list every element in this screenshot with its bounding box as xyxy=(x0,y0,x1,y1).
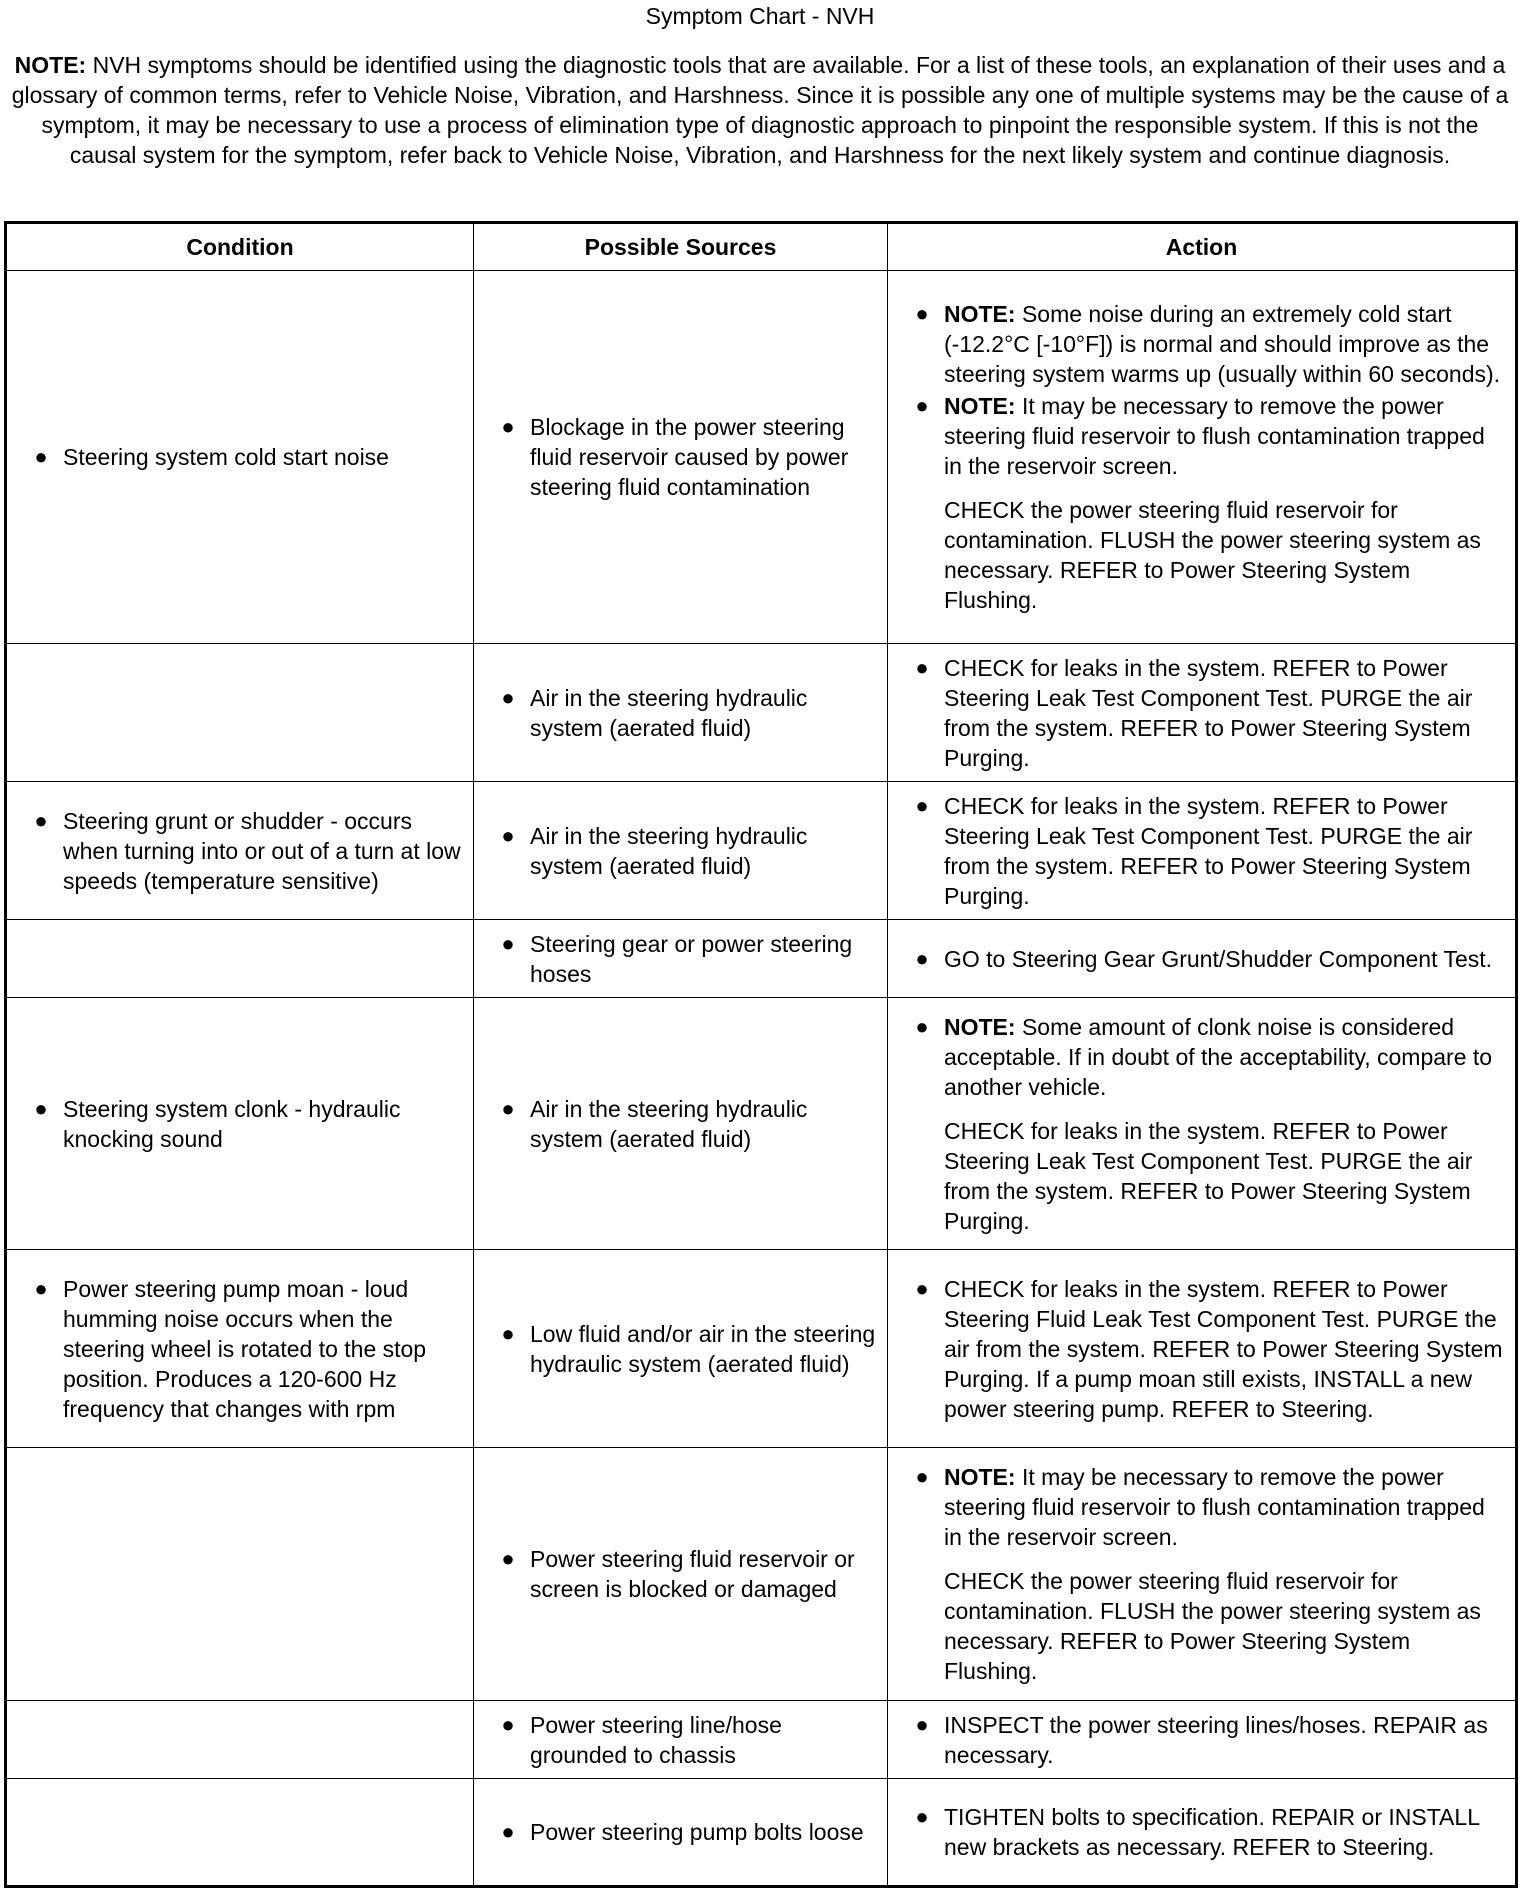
action-item: ● CHECK for leaks in the system. REFER to Power Steering Leak Test Component Test. PURGE the air from the system. REFER to Power Steering System Purging. xyxy=(888,791,1507,911)
bullet-icon: ● xyxy=(501,1711,515,1737)
source-cell xyxy=(474,998,888,1250)
bullet-icon: ● xyxy=(501,1546,515,1571)
source-item: ● Power steering pump bolts loose xyxy=(474,1817,879,1847)
action-cell xyxy=(888,782,1517,920)
note-text: NVH symptoms should be identified using the diagnostic tools that are available. For a list of these tools, an explanation of their uses and a glossary of common terms, refer to Vehicle Noise, Vibration, and Harshness. Since it is possible any one of multiple systems may be the cause of a symptom, it may be necessary to use a process of elimination type of diagnostic approach to pinpoint the responsible system. If this is not the causal system for the symptom, refer back to Vehicle Noise, Vibration, and Harshness for the next likely system and continue diagnosis. xyxy=(11,52,1509,168)
bullet-icon: ● xyxy=(34,1275,48,1301)
condition-cell xyxy=(6,1779,474,1887)
action-cell xyxy=(888,1250,1517,1448)
source-cell xyxy=(474,271,888,644)
action-item: ● GO to Steering Gear Grunt/Shudder Component Test. xyxy=(888,944,1507,974)
condition-cell xyxy=(6,1448,474,1701)
condition-item: ● Power steering pump moan - loud humming noise occurs when the steering wheel is rotated to the stop position. Produces a 120-600 Hz frequency that changes with rpm xyxy=(7,1274,465,1424)
source-item: ● Air in the steering hydraulic system (aerated fluid) xyxy=(474,683,879,743)
table-row xyxy=(6,644,1517,782)
condition-cell xyxy=(6,1701,474,1779)
table-row xyxy=(6,271,1517,644)
condition-item: ● Steering system cold start noise xyxy=(7,442,465,472)
condition-cell xyxy=(6,271,474,644)
bullet-icon: ● xyxy=(34,807,48,833)
table-row xyxy=(6,998,1517,1250)
action-cell xyxy=(888,271,1517,644)
bullet-icon: ● xyxy=(915,1275,929,1301)
bullet-icon: ● xyxy=(501,1320,515,1346)
header-condition: Condition xyxy=(6,223,474,271)
condition-cell xyxy=(6,644,474,782)
action-item: ● INSPECT the power steering lines/hoses. REPAIR as necessary. xyxy=(888,1710,1507,1770)
table-row xyxy=(6,920,1517,998)
table-row xyxy=(6,1448,1517,1701)
bullet-icon: ● xyxy=(915,945,929,971)
condition-item: ● Steering system clonk - hydraulic knocking sound xyxy=(7,1094,465,1154)
header-action: Action xyxy=(888,223,1517,271)
action-note: ● NOTE: It may be necessary to remove the power steering fluid reservoir to flush contamination trapped in the reservoir screen. xyxy=(888,391,1507,481)
source-item: ● Steering gear or power steering hoses xyxy=(474,929,879,989)
action-text: CHECK the power steering fluid reservoir for contamination. FLUSH the power steering system as necessary. REFER to Power Steering System Flushing. xyxy=(944,1568,1481,1684)
action-text: CHECK the power steering fluid reservoir for contamination. FLUSH the power steering system as necessary. REFER to Power Steering System Flushing. xyxy=(944,497,1481,613)
action-cell xyxy=(888,1448,1517,1701)
source-item: ● Blockage in the power steering fluid reservoir caused by power steering fluid contamination xyxy=(474,412,879,502)
source-item: ● Power steering line/hose grounded to chassis xyxy=(474,1710,879,1770)
action-cell xyxy=(888,998,1517,1250)
action-note: ● NOTE: It may be necessary to remove the power steering fluid reservoir to flush contamination trapped in the reservoir screen. xyxy=(888,1462,1507,1552)
action-cell xyxy=(888,1779,1517,1887)
condition-cell xyxy=(6,998,474,1250)
bullet-icon: ● xyxy=(34,1095,48,1121)
source-item: ● Power steering fluid reservoir or screen is blocked or damaged xyxy=(474,1544,879,1604)
condition-cell xyxy=(6,782,474,920)
action-cell xyxy=(888,644,1517,782)
condition-cell xyxy=(6,920,474,998)
source-item: ● Air in the steering hydraulic system (aerated fluid) xyxy=(474,1094,879,1154)
source-item: ● Air in the steering hydraulic system (aerated fluid) xyxy=(474,821,879,881)
bullet-icon: ● xyxy=(915,301,929,326)
bullet-icon: ● xyxy=(501,930,515,956)
table-row xyxy=(6,782,1517,920)
bullet-icon: ● xyxy=(501,822,515,848)
source-cell xyxy=(474,1448,888,1701)
source-cell xyxy=(474,920,888,998)
source-item: ● Low fluid and/or air in the steering hydraulic system (aerated fluid) xyxy=(474,1319,879,1379)
condition-cell xyxy=(6,1250,474,1448)
action-note: ● NOTE: Some amount of clonk noise is considered acceptable. If in doubt of the acceptability, compare to another vehicle. xyxy=(888,1012,1507,1102)
header-row xyxy=(6,223,1517,271)
source-cell xyxy=(474,1250,888,1448)
source-cell xyxy=(474,1701,888,1779)
action-cell xyxy=(888,920,1517,998)
bullet-icon: ● xyxy=(915,1013,929,1039)
intro-note xyxy=(8,50,1512,170)
bullet-icon: ● xyxy=(915,1711,929,1737)
page-title: Symptom Chart - NVH xyxy=(645,3,875,29)
bullet-icon: ● xyxy=(915,1804,929,1829)
bullet-icon: ● xyxy=(915,1464,929,1489)
bullet-icon: ● xyxy=(915,654,929,680)
source-cell xyxy=(474,782,888,920)
bullet-icon: ● xyxy=(501,1819,515,1844)
header-sources: Possible Sources xyxy=(474,223,888,271)
action-note: ● NOTE: Some noise during an extremely cold start (-12.2°C [-10°F]) is normal and should improve as the steering system warms up (usually within 60 seconds). xyxy=(888,299,1507,389)
table-row xyxy=(6,1701,1517,1779)
bullet-icon: ● xyxy=(34,444,48,469)
bullet-icon: ● xyxy=(915,792,929,818)
table-row xyxy=(6,1250,1517,1448)
bullet-icon: ● xyxy=(915,393,929,418)
source-cell xyxy=(474,1779,888,1887)
bullet-icon: ● xyxy=(501,414,515,439)
action-cell xyxy=(888,1701,1517,1779)
symptom-table xyxy=(4,221,1518,1888)
action-item: ● TIGHTEN bolts to specification. REPAIR or INSTALL new brackets as necessary. REFER to Steering. xyxy=(888,1802,1507,1862)
bullet-icon: ● xyxy=(501,1095,515,1121)
note-label: NOTE: xyxy=(14,52,87,78)
source-cell xyxy=(474,644,888,782)
action-item: ● CHECK for leaks in the system. REFER to Power Steering Fluid Leak Test Component Test. PURGE the air from the system. REFER to Power Steering System Purging. If a pump moan still exists, INSTALL a new power steering pump. REFER to Steering. xyxy=(888,1274,1507,1424)
table-row xyxy=(6,1779,1517,1887)
action-text: CHECK for leaks in the system. REFER to Power Steering Leak Test Component Test. PURGE the air from the system. REFER to Power Steering System Purging. xyxy=(944,1117,1473,1234)
bullet-icon: ● xyxy=(501,684,515,710)
condition-item: ● Steering grunt or shudder - occurs when turning into or out of a turn at low speeds (temperature sensitive) xyxy=(7,806,465,896)
action-item: ● CHECK for leaks in the system. REFER to Power Steering Leak Test Component Test. PURGE the air from the system. REFER to Power Steering System Purging. xyxy=(888,653,1507,773)
